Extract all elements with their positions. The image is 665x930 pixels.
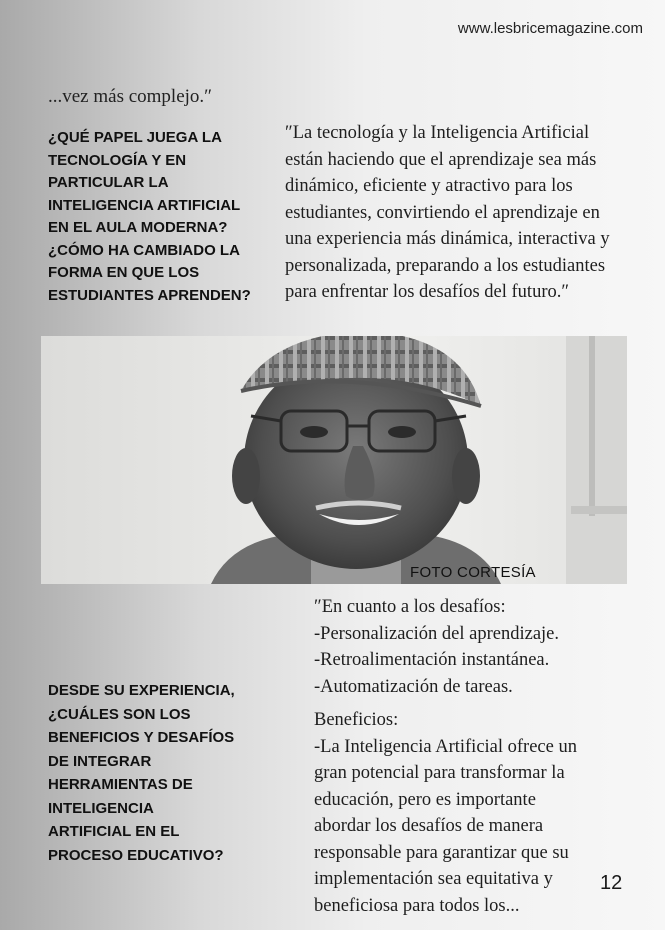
photo-credit: FOTO CORTESÍA (410, 564, 536, 581)
challenge-item: -Automatización de tareas. (314, 676, 513, 697)
question-technology-ai (48, 127, 273, 307)
question-line: DESDE SU EXPERIENCIA, (48, 682, 235, 699)
question-line: BENEFICIOS Y DESAFÍOS (48, 729, 235, 746)
benefits-line: implementación sea equitativa y (314, 869, 553, 889)
answer-technology-ai (285, 120, 645, 306)
question-line: EN EL AULA MODERNA? (48, 219, 228, 236)
benefits-line: beneficiosa para todos los... (314, 895, 520, 916)
question-line: ¿CÓMO HA CAMBIADO LA (48, 241, 240, 259)
answer-line: personalizada, preparando a los estudiantes (285, 255, 606, 276)
answer-benefits-challenges (314, 594, 614, 919)
intro-line: ...vez más complejo.″ (48, 86, 213, 107)
answer-line: estudiantes, convirtiendo el aprendizaje en (285, 202, 600, 223)
question-line: DE INTEGRAR (48, 752, 152, 770)
interviewee-photo (41, 336, 627, 584)
challenge-item: -Personalización del aprendizaje. (314, 623, 560, 644)
answer-line: para enfrentar los desafíos del futuro.″ (285, 282, 570, 302)
question-line: HERRAMIENTAS DE (48, 776, 193, 793)
question-line: PROCESO EDUCATIVO? (48, 846, 224, 864)
answer-line: ″La tecnología y la Inteligencia Artificial (285, 123, 590, 143)
question-line: ¿QUÉ PAPEL JUEGA LA (48, 129, 222, 146)
question-line: ARTIFICIAL EN EL (48, 823, 180, 840)
question-line: FORMA EN QUE LOS (48, 264, 200, 281)
benefits-line: -La Inteligencia Artificial ofrece un (314, 736, 577, 757)
challenge-item: -Retroalimentación instantánea. (314, 650, 550, 670)
answer-line: dinámico, eficiente y atractivo para los (285, 176, 573, 196)
benefits-line: gran potencial para transformar la (314, 763, 565, 783)
question-line: TECNOLOGÍA Y EN (48, 151, 187, 169)
answer-line: están haciendo que el aprendizaje sea más (285, 149, 597, 170)
benefits-heading: Beneficios: (314, 710, 399, 730)
challenges-intro: ″En cuanto a los desafíos: (314, 597, 506, 617)
question-line: PARTICULAR LA (48, 174, 169, 191)
benefits-line: educación, pero es importante (314, 789, 536, 810)
question-benefits-challenges (48, 679, 258, 867)
benefits-line: responsable para garantizar que su (314, 842, 569, 863)
question-line: INTELIGENCIA (48, 799, 154, 817)
question-line: ESTUDIANTES APRENDEN? (48, 286, 251, 304)
question-line: ¿CUÁLES SON LOS (48, 705, 191, 723)
question-line: INTELIGENCIA ARTIFICIAL (48, 196, 241, 214)
benefits-line: abordar los desafíos de manera (314, 816, 544, 836)
page-number: 12 (600, 872, 623, 894)
answer-line: una experiencia más dinámica, interactiva y (285, 229, 610, 249)
portrait-illustration (41, 336, 627, 584)
site-url: www.lesbricemagazine.com (457, 20, 643, 37)
